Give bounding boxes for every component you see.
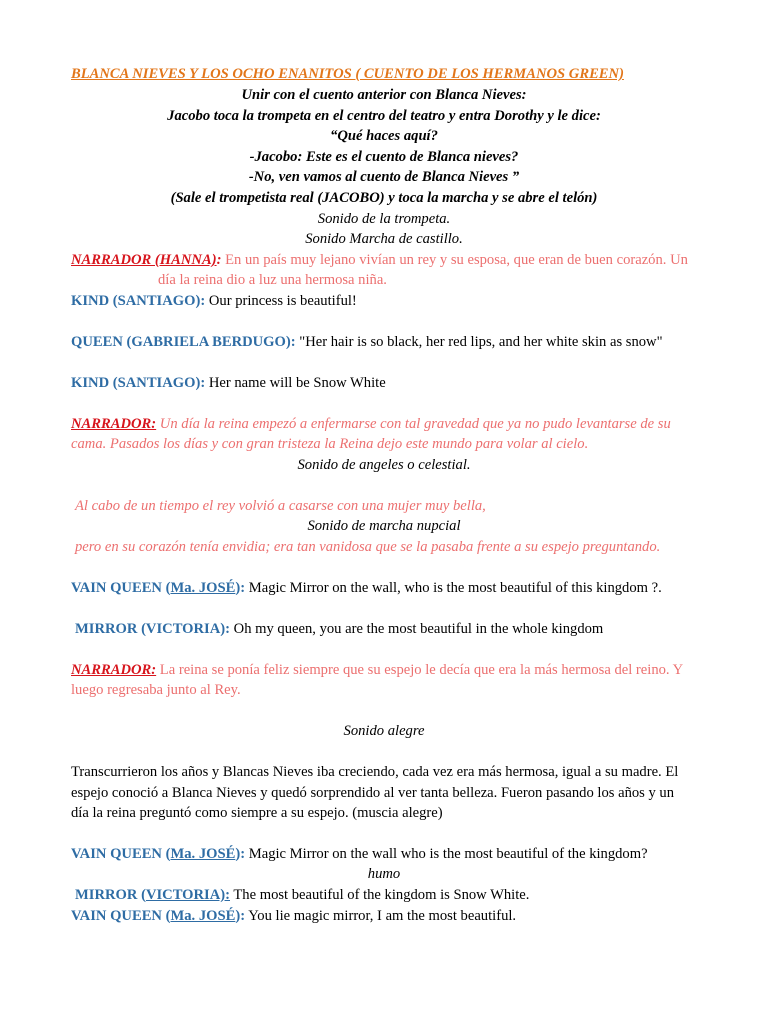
speaker-role: KIND ( (71, 375, 118, 391)
dialogue-text: Oh my queen, you are the most beautiful in the whole kingdom (230, 621, 604, 637)
speaker-actor: (SANTIAGO): (112, 293, 206, 309)
intro-line: (Sale el trompetista real (JACOBO) y toca la marcha y se abre el telón) (170, 190, 598, 206)
speaker-role: VAIN QUEEN ( (71, 580, 171, 596)
sound-cue: Sonido Marcha de castillo. (305, 231, 463, 247)
dialogue-line (71, 332, 663, 352)
dialogue-text: You lie magic mirror, I am the most beautiful. (245, 908, 517, 924)
speaker-role: VAIN QUEEN ( (71, 846, 171, 862)
speaker-actor: Ma. JOSÉ (170, 908, 236, 924)
intro-line: Jacobo toca la trompeta en el centro del teatro y entra Dorothy y le dice: (167, 108, 601, 124)
intro-line: -Jacobo: Este es el cuento de Blanca nieves? (249, 149, 519, 165)
speaker-role: KIND (71, 293, 113, 309)
speaker-actor: (GABRIELA BERDUGO): (126, 334, 296, 350)
intro-line: “Qué haces aquí? (330, 128, 438, 144)
sound-cue: Sonido de la trompeta. (317, 211, 451, 227)
speaker-role: VAIN QUEEN ( (71, 908, 171, 924)
speaker-close: ): (235, 846, 246, 862)
dialogue-line (71, 906, 516, 926)
sound-cue: Sonido de marcha nupcial (307, 518, 461, 534)
intro-line: Unir con el cuento anterior con Blanca Nieves: (241, 87, 527, 103)
dialogue-text: "Her hair is so black, her red lips, and her white skin as snow" (295, 334, 663, 350)
speaker-actor: Ma. JOSÉ (170, 580, 236, 596)
document-title: BLANCA NIEVES Y LOS OCHO ENANITOS ( CUENTO DE LOS HERMANOS GREEN) (71, 66, 624, 82)
dialogue-text: The most beautiful of the kingdom is Snow White. (230, 887, 530, 903)
speaker-close: ): (235, 908, 246, 924)
speaker-close: ): (235, 580, 246, 596)
dialogue-text: Her name will be Snow White (205, 375, 386, 391)
narrator-line (71, 660, 683, 680)
speaker-actor: VICTORIA): (145, 887, 230, 903)
dialogue-line (71, 844, 648, 864)
speaker-label: MIRROR (VICTORIA): (75, 621, 230, 637)
narration-text: La reina se ponía feliz siempre que su espejo le decía que era la más hermosa del reino. Y (156, 662, 684, 678)
dialogue-line (71, 291, 357, 311)
speaker-role: MIRROR ( (75, 887, 146, 903)
narration-text: Al cabo de un tiempo el rey volvió a casarse con una mujer muy bella, (75, 498, 486, 514)
dialogue-line (75, 885, 529, 905)
dialogue-text: Magic Mirror on the wall who is the most beautiful of the kingdom? (245, 846, 648, 862)
dialogue-text: Our princess is beautiful! (205, 293, 357, 309)
dialogue-line (75, 619, 603, 639)
speaker-role: QUEEN (71, 334, 127, 350)
narration-text: luego regresaba junto al Rey. (71, 682, 241, 698)
paragraph-line: espejo conoció a Blanca Nieves y quedó sorprendido al ver tanta belleza. Fueron pasando los años y un (71, 785, 675, 801)
speaker-actor: SANTIAGO): (117, 375, 206, 391)
narrator-hanna-line (71, 250, 688, 270)
dialogue-text: Magic Mirror on the wall, who is the most beautiful of this kingdom ?. (245, 580, 662, 596)
narration-text: En un país muy lejano vivían un rey y su esposa, que eran de buen corazón. Un (221, 252, 688, 268)
narrator-line (71, 414, 671, 434)
sound-cue: Sonido de angeles o celestial. (297, 457, 471, 473)
dialogue-line (71, 373, 386, 393)
narration-text: pero en su corazón tenía envidia; era tan vanidosa que se la pasaba frente a su espejo preguntando. (75, 539, 661, 555)
speaker-label: NARRADOR: (71, 662, 157, 678)
stage-note: humo (367, 866, 401, 882)
dialogue-line (71, 578, 662, 598)
paragraph-line: día la reina preguntó como siempre a su espejo. (muscia alegre) (71, 805, 443, 821)
narration-text: cama. Pasados los días y con gran tristeza la Reina dejo este mundo para volar al cielo. (71, 436, 589, 452)
intro-line: -No, ven vamos al cuento de Blanca Nieves ” (248, 169, 520, 185)
narration-text: Un día la reina empezó a enfermarse con tal gravedad que ya no pudo levantarse de su (156, 416, 671, 432)
paragraph-line: Transcurrieron los años y Blancas Nieves iba creciendo, cada vez era más hermosa, igual a su madre. El (71, 764, 679, 780)
narration-text: día la reina dio a luz una hermosa niña. (158, 272, 387, 288)
speaker-label: NARRADOR: (71, 416, 157, 432)
sound-cue: Sonido alegre (343, 723, 425, 739)
speaker-colon: : (216, 252, 222, 268)
speaker-label: NARRADOR (HANNA) (71, 252, 217, 268)
speaker-actor: Ma. JOSÉ (170, 846, 236, 862)
